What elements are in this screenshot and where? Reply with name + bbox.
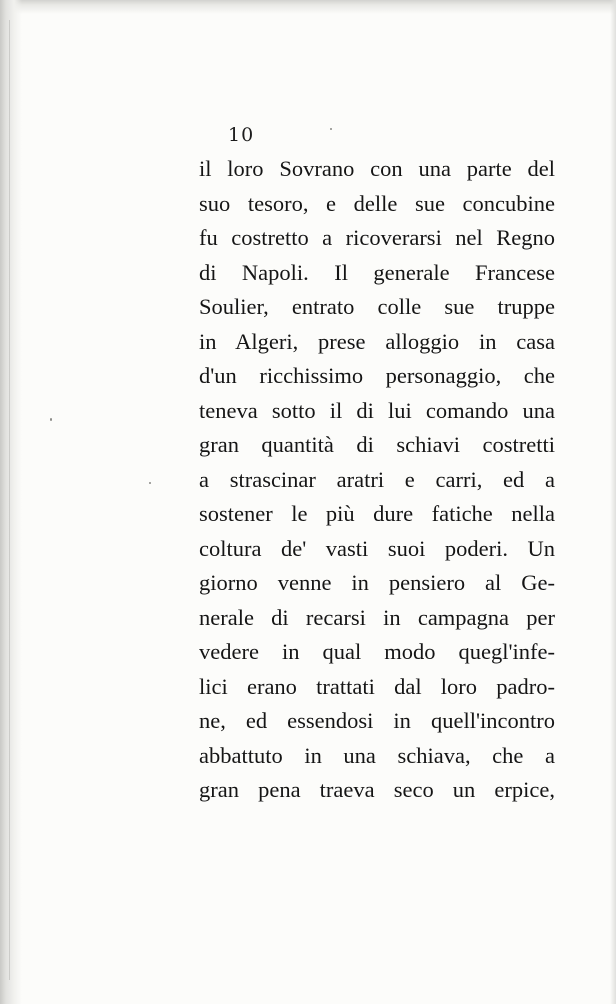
body-text (199, 152, 555, 808)
text-line: fu costretto a ricoverarsi nel Regno (199, 225, 555, 250)
paper-right-edge (610, 0, 616, 1004)
text-line: gran pena traeva seco un erpice, (199, 777, 555, 802)
text-line: il loro Sovrano con una parte del (199, 156, 555, 181)
text-line: giorno venne in pensiero al Ge- (199, 570, 555, 595)
text-line: vedere in qual modo quegl'infe- (199, 639, 555, 664)
paper-speck (50, 418, 52, 421)
text-line: di Napoli. Il generale Francese (199, 259, 555, 285)
text-line: coltura de' vasti suoi poderi. Un (199, 535, 555, 561)
text-line: nerale di recarsi in campagna per (199, 604, 555, 630)
text-line: in Algeri, prese alloggio in casa (199, 328, 555, 354)
text-line: suo tesoro, e delle sue concubine (199, 190, 555, 216)
text-line: lici erano trattati dal loro padro- (199, 673, 555, 699)
text-line: ne, ed essendosi in quell'incontro (199, 708, 555, 733)
text-line: teneva sotto il di lui comando una (199, 397, 555, 423)
page-number: 10 (228, 124, 255, 146)
paper-fold-line (9, 20, 10, 980)
text-line: d'un ricchissimo personaggio, che (199, 363, 555, 388)
text-line: abbattuto in una schiava, che a (199, 742, 555, 768)
text-line: sostener le più dure fatiche nella (199, 501, 555, 526)
paper-top-edge (0, 0, 616, 14)
paper-speck (330, 128, 332, 130)
text-line: Soulier, entrato colle sue truppe (199, 294, 555, 319)
paper-speck (149, 482, 151, 484)
text-line: a strascinar aratri e carri, ed a (199, 466, 555, 492)
paper-left-edge (0, 0, 22, 1004)
text-line: gran quantità di schiavi costretti (199, 432, 555, 457)
